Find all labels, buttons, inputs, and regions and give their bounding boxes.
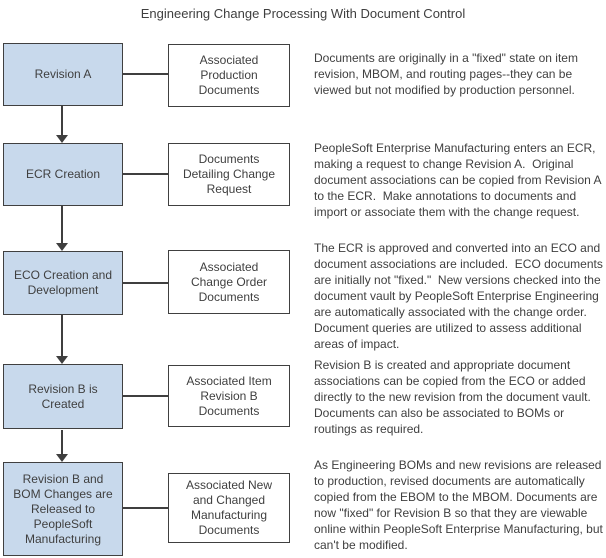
arrow-shaft: [61, 206, 63, 243]
description-text: Documents are originally in a "fixed" state on item revision, MBOM, and routing pages--they can be viewed but not modified by production personnel.: [314, 51, 582, 97]
down-arrow-icon: [56, 206, 68, 251]
stage-box-label: Revision B is Created: [28, 381, 98, 411]
stage-box-revision-b-created: [3, 364, 123, 429]
description-text: PeopleSoft Enterprise Manufacturing enters an ECR, making a request to change Revision A. Original document associations can be copied from Revision A to the ECR. Make annotations to documents and import or associate them with the change request.: [314, 141, 605, 219]
doc-box-label: Associated Production Documents: [198, 53, 260, 97]
doc-box-change-request-documents: [168, 143, 290, 206]
arrow-head: [56, 135, 68, 143]
doc-box-label: Associated Change Order Documents: [190, 259, 268, 304]
stage-box-revision-a: [3, 43, 123, 106]
down-arrow-icon: [56, 430, 68, 462]
stage-box-label: ECO Creation and Development: [13, 268, 113, 297]
doc-box-manufacturing-documents: [168, 473, 290, 543]
stage-box-ecr-creation: [3, 143, 123, 206]
stage-box-revision-b-released: [3, 462, 123, 556]
doc-box-label: Documents Detailing Change Request: [182, 152, 276, 196]
connector-line: [122, 395, 168, 397]
arrow-head: [56, 356, 68, 364]
description-text: Revision B is created and appropriate document associations can be copied from the ECO or added directly to the new revision from the document vault. Documents can also be associated to BOMs or routings as required.: [314, 358, 595, 436]
description-text: As Engineering BOMs and new revisions are released to production, revised documents are automatically copied from the EBOM to the MBOM. Documents are now "fixed" for Revision B so that they are viewable online within PeopleSoft Enterprise Manufacturing, but can't be modified.: [314, 458, 606, 552]
doc-box-change-order-documents: [168, 250, 290, 314]
arrow-head: [56, 454, 68, 462]
stage-box-label: Revision B and BOM Changes are Released to PeopleSoft Manufacturing: [13, 471, 113, 546]
connector-line: [122, 173, 168, 175]
stage-box-eco-creation-and-development: [3, 251, 123, 315]
connector-line: [122, 282, 168, 284]
doc-box-item-revision-b-documents: [168, 365, 290, 427]
doc-box-production-documents: [168, 44, 290, 107]
stage-box-label: ECR Creation: [25, 167, 101, 181]
down-arrow-icon: [56, 315, 68, 364]
arrow-shaft: [61, 430, 63, 454]
connector-line: [122, 73, 168, 75]
arrow-shaft: [61, 105, 63, 135]
connector-line: [122, 507, 168, 509]
doc-box-label: Associated New and Changed Manufacturing Documents: [185, 478, 273, 537]
diagram-title: Engineering Change Processing With Document Control: [140, 6, 466, 21]
description-text: The ECR is approved and converted into an ECO and document associations are included. ECO documents are initially not "fixed." New versions checked into the document vault by PeopleSoft Enterprise Engineering are automatically associated with the change order. Document queries are utilized to assess additional areas of impact.: [314, 241, 606, 351]
arrow-shaft: [61, 315, 63, 356]
arrow-head: [56, 243, 68, 251]
stage-box-label: Revision A: [34, 67, 92, 81]
doc-box-label: Associated Item Revision B Documents: [186, 373, 272, 418]
down-arrow-icon: [56, 105, 68, 143]
